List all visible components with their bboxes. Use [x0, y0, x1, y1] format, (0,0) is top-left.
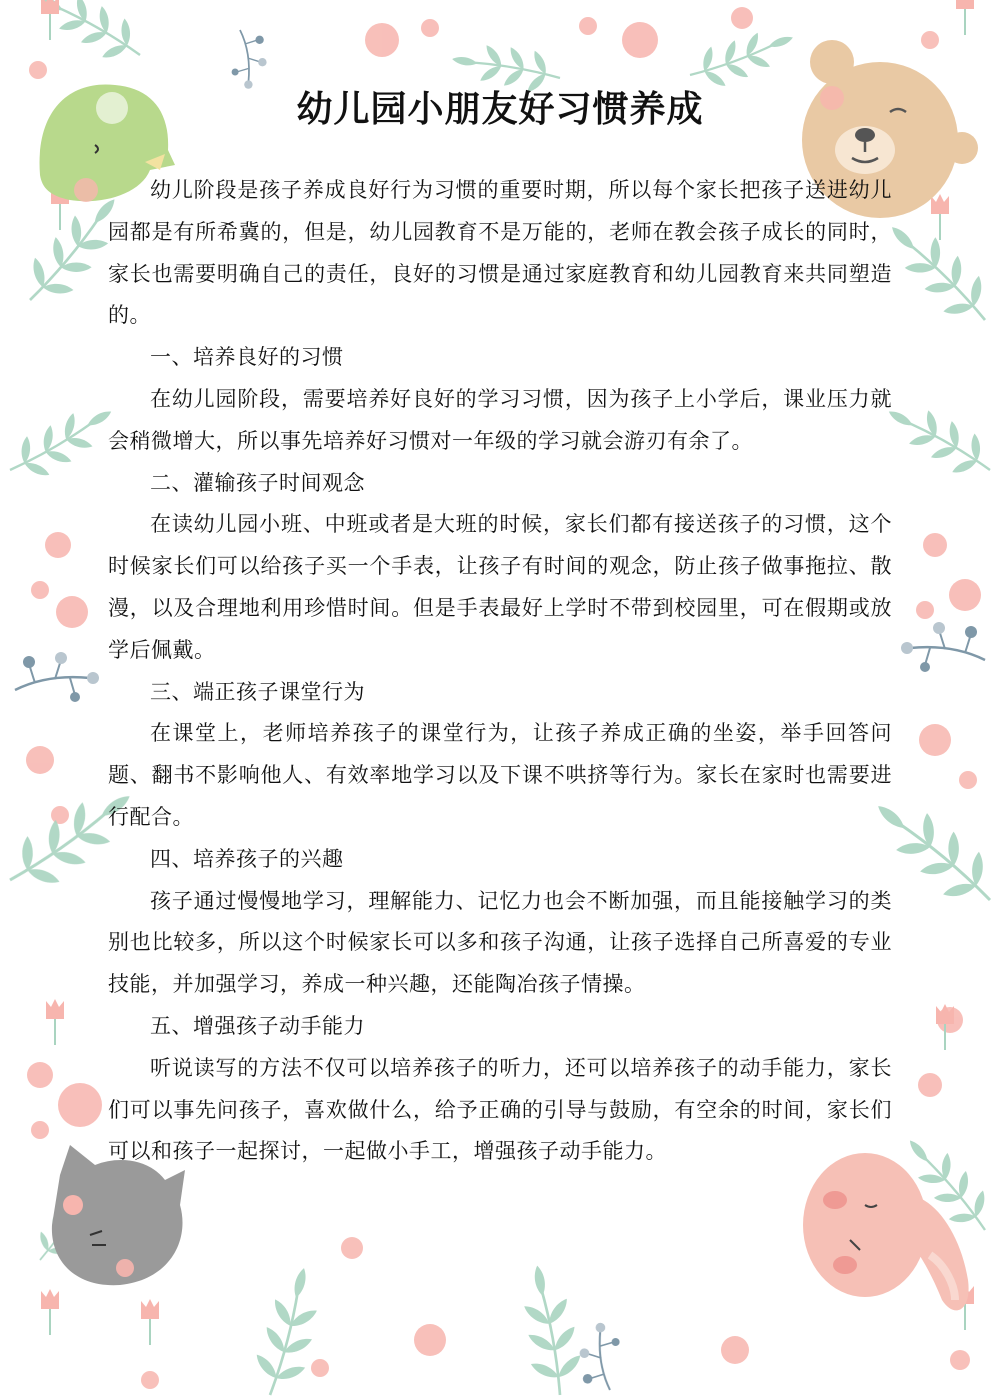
section-heading-1: 一、培养良好的习惯 — [150, 345, 344, 370]
document — [108, 78, 892, 1173]
section-heading-4: 四、培养孩子的兴趣 — [150, 846, 344, 871]
section-heading-5: 五、增强孩子动手能力 — [150, 1013, 365, 1038]
document-title: 幼儿园小朋友好习惯养成 — [296, 89, 704, 130]
section-text-1: 在幼儿园阶段，需要培养好良好的学习习惯，因为孩子上小学后，课业压力就会稍微增大，所以事先培养好习惯对一年级的学习就会游刃有余了。 — [108, 386, 892, 453]
intro-paragraph: 幼儿阶段是孩子养成良好行为习惯的重要时期，所以每个家长把孩子送进幼儿园都是有所希冀的，但是，幼儿园教育不是万能的，老师在教会孩子成长的同时，家长也需要明确自己的责任，良好的习惯是通过家庭教育和幼儿园教育来共同塑造的。 — [108, 178, 892, 328]
document-body — [108, 170, 892, 1173]
section-heading-2: 二、灌输孩子时间观念 — [150, 470, 365, 495]
section-text-4: 孩子通过慢慢地学习，理解能力、记忆力也会不断加强，而且能接触学习的类别也比较多，所以这个时候家长可以多和孩子沟通，让孩子选择自己所喜爱的专业技能，并加强学习，养成一种兴趣，还能陶冶孩子情操。 — [108, 888, 892, 997]
section-text-2: 在读幼儿园小班、中班或者是大班的时候，家长们都有接送孩子的习惯，这个时候家长们可以给孩子买一个手表，让孩子有时间的观念，防止孩子做事拖拉、散漫，以及合理地利用珍惜时间。但是手表最好上学时不带到校园里，可在假期或放学后佩戴。 — [108, 512, 892, 662]
section-text-3: 在课堂上，老师培养孩子的课堂行为，让孩子养成正确的坐姿，举手回答问题、翻书不影响他人、有效率地学习以及下课不哄挤等行为。家长在家时也需要进行配合。 — [108, 721, 892, 829]
section-text-5: 听说读写的方法不仅可以培养孩子的听力，还可以培养孩子的动手能力，家长们可以事先问孩子，喜欢做什么，给予正确的引导与鼓励，有空余的时间，家长们可以和孩子一起探讨，一起做小手工，增强孩子动手能力。 — [108, 1055, 892, 1164]
section-heading-3: 三、端正孩子课堂行为 — [150, 679, 365, 704]
